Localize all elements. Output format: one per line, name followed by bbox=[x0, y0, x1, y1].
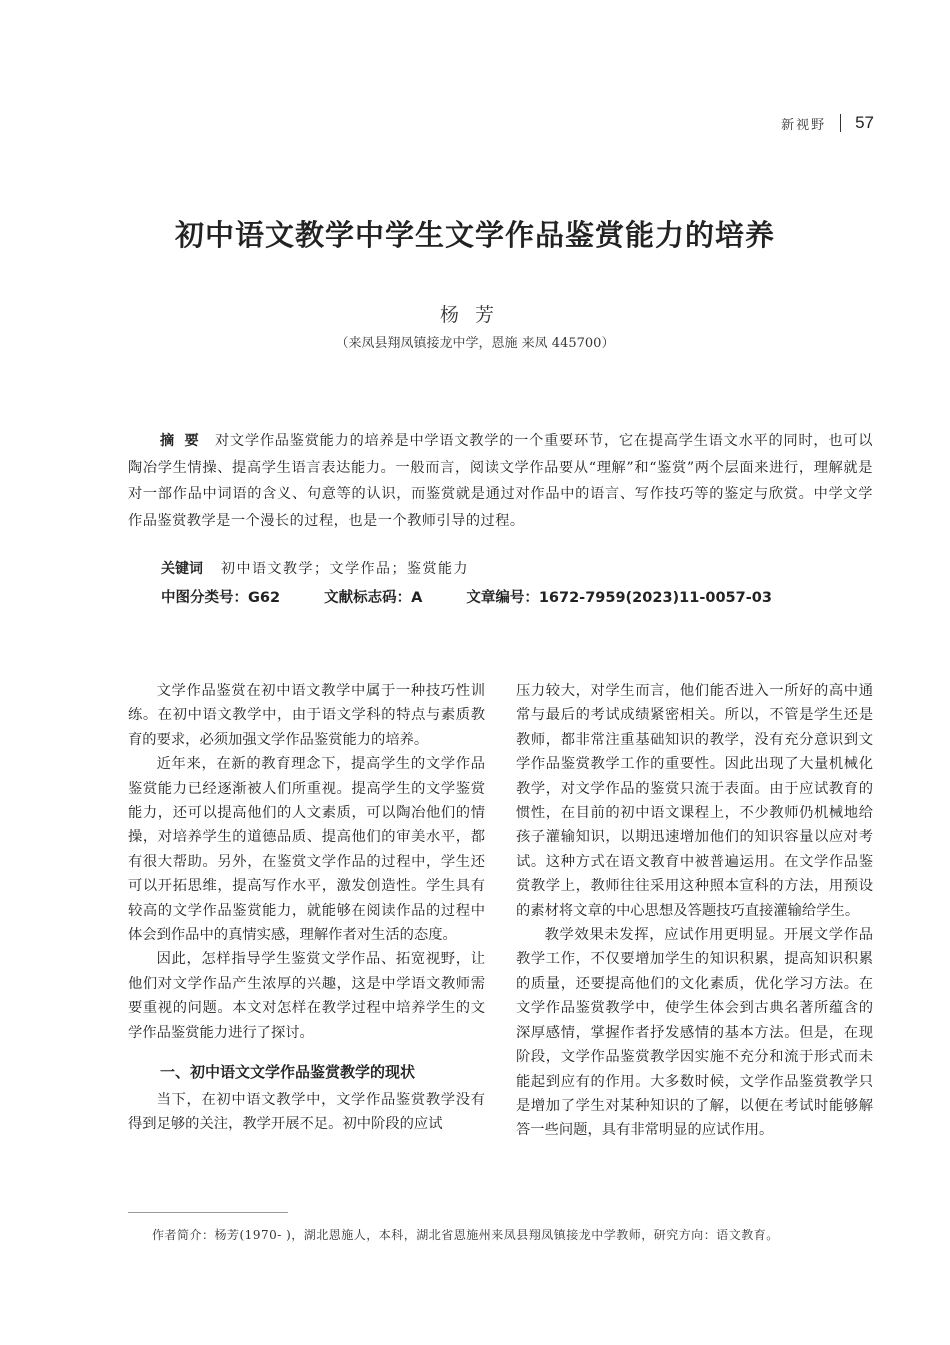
author-affiliation: （来凤县翔凤镇接龙中学，恩施 来凤 445700） bbox=[335, 336, 615, 351]
page-number: 57 bbox=[855, 113, 874, 132]
body-paragraph: 当下，在初中语文教学中，文学作品鉴赏教学没有得到足够的关注，教学开展不足。初中阶段的应试 bbox=[128, 1091, 485, 1132]
body-column-right bbox=[516, 679, 873, 1143]
body-paragraph: 近年来，在新的教育理念下，提高学生的文学作品鉴赏能力已经逐渐被人们所重视。提高学生的文学鉴赏能力，还可以提高他们的人文素质，可以陶冶他们的情操，对培养学生的道德品质、提高他们的审美水平，都有很大帮助。另外，在鉴赏文学作品的过程中，学生还可以开拓思维，提高写作水平，激发创造性。学生具有较高的文学作品鉴赏能力，就能够在阅读作品的过程中体会到作品中的真情实感，理解作者对生活的态度。 bbox=[128, 756, 485, 944]
abstract bbox=[128, 428, 873, 534]
author-footnote: 作者简介：杨芳(1970- )，湖北恩施人，本科，湖北省恩施州来凤县翔凤镇接龙中学教师，研究方向：语文教育。 bbox=[152, 1228, 779, 1242]
section-heading: 一、初中语文文学作品鉴赏教学的现状 bbox=[160, 1063, 416, 1082]
body-paragraph: 教学效果未发挥，应试作用更明显。开展文学作品教学工作，不仅要增加学生的知识积累，提高知识积累的质量，还要提高他们的文化素质，优化学习方法。在文学作品鉴赏教学中，使学生体会到古典名著所蕴含的深厚感情，掌握作者抒发感情的基本方法。但是，在现阶段，文学作品鉴赏教学因实施不充分和流于形式而未能起到应有的作用。大多数时候，文学作品鉴赏教学只是增加了学生对某种知识的了解，以便在考试时能够解答一些问题，具有非常明显的应试作用。 bbox=[516, 927, 873, 1139]
keywords-text: 初中语文教学；文学作品；鉴赏能力 bbox=[221, 561, 469, 577]
journal-name: 新视野 bbox=[781, 117, 827, 133]
clc-number: 中图分类号：G62 bbox=[161, 590, 281, 606]
classification-line bbox=[161, 586, 816, 607]
keywords bbox=[161, 558, 469, 578]
article-title: 初中语文教学中学生文学作品鉴赏能力的培养 bbox=[174, 218, 775, 252]
running-header bbox=[781, 113, 874, 133]
author-name: 杨芳 bbox=[439, 304, 510, 326]
body-paragraph: 因此，怎样指导学生鉴赏文学作品、拓宽视野，让他们对文学作品产生浓厚的兴趣，这是中学语文教师需要重视的问题。本文对怎样在教学过程中培养学生的文学作品鉴赏能力进行了探讨。 bbox=[128, 951, 485, 1041]
header-divider bbox=[840, 114, 841, 132]
article-number: 文章编号：1672-7959(2023)11-0057-03 bbox=[466, 590, 772, 606]
body-paragraph: 文学作品鉴赏在初中语文教学中属于一种技巧性训练。在初中语文教学中，由于语文学科的特点与素质教育的要求，必须加强文学作品鉴赏能力的培养。 bbox=[128, 683, 485, 748]
abstract-text: 对文学作品鉴赏能力的培养是中学语文教学的一个重要环节，它在提高学生语文水平的同时，也可以陶冶学生情操、提高学生语言表达能力。一般而言，阅读文学作品要从“理解”和“鉴赏”两个层面来进行，理解就是对一部作品中词语的含义、句意等的认识，而鉴赏就是通过对作品中的语言、写作技巧等的鉴定与欣赏。中学文学作品鉴赏教学是一个漫长的过程，也是一个教师引导的过程。 bbox=[128, 433, 873, 529]
abstract-label: 摘要 bbox=[160, 433, 209, 449]
keywords-label: 关键词 bbox=[161, 561, 203, 577]
body-paragraph: 压力较大，对学生而言，他们能否进入一所好的高中通常与最后的考试成绩紧密相关。所以，不管是学生还是教师，都非常注重基础知识的教学，没有充分意识到文学作品鉴赏教学工作的重要性。因此出现了大量机械化教学，对文学作品的鉴赏只流于表面。由于应试教育的惯性，在目前的初中语文课程上，不少教师仍机械地给孩子灌输知识，以期迅速增加他们的知识容量以应对考试。这种方式在语文教育中被普遍运用。在文学作品鉴赏教学上，教师往往采用这种照本宣科的方法，用预设的素材将文章的中心思想及答题技巧直接灌输给学生。 bbox=[516, 683, 873, 919]
footnote-rule bbox=[128, 1212, 288, 1213]
body-column-left bbox=[128, 679, 485, 1136]
document-code: 文献标志码：A bbox=[324, 590, 423, 606]
